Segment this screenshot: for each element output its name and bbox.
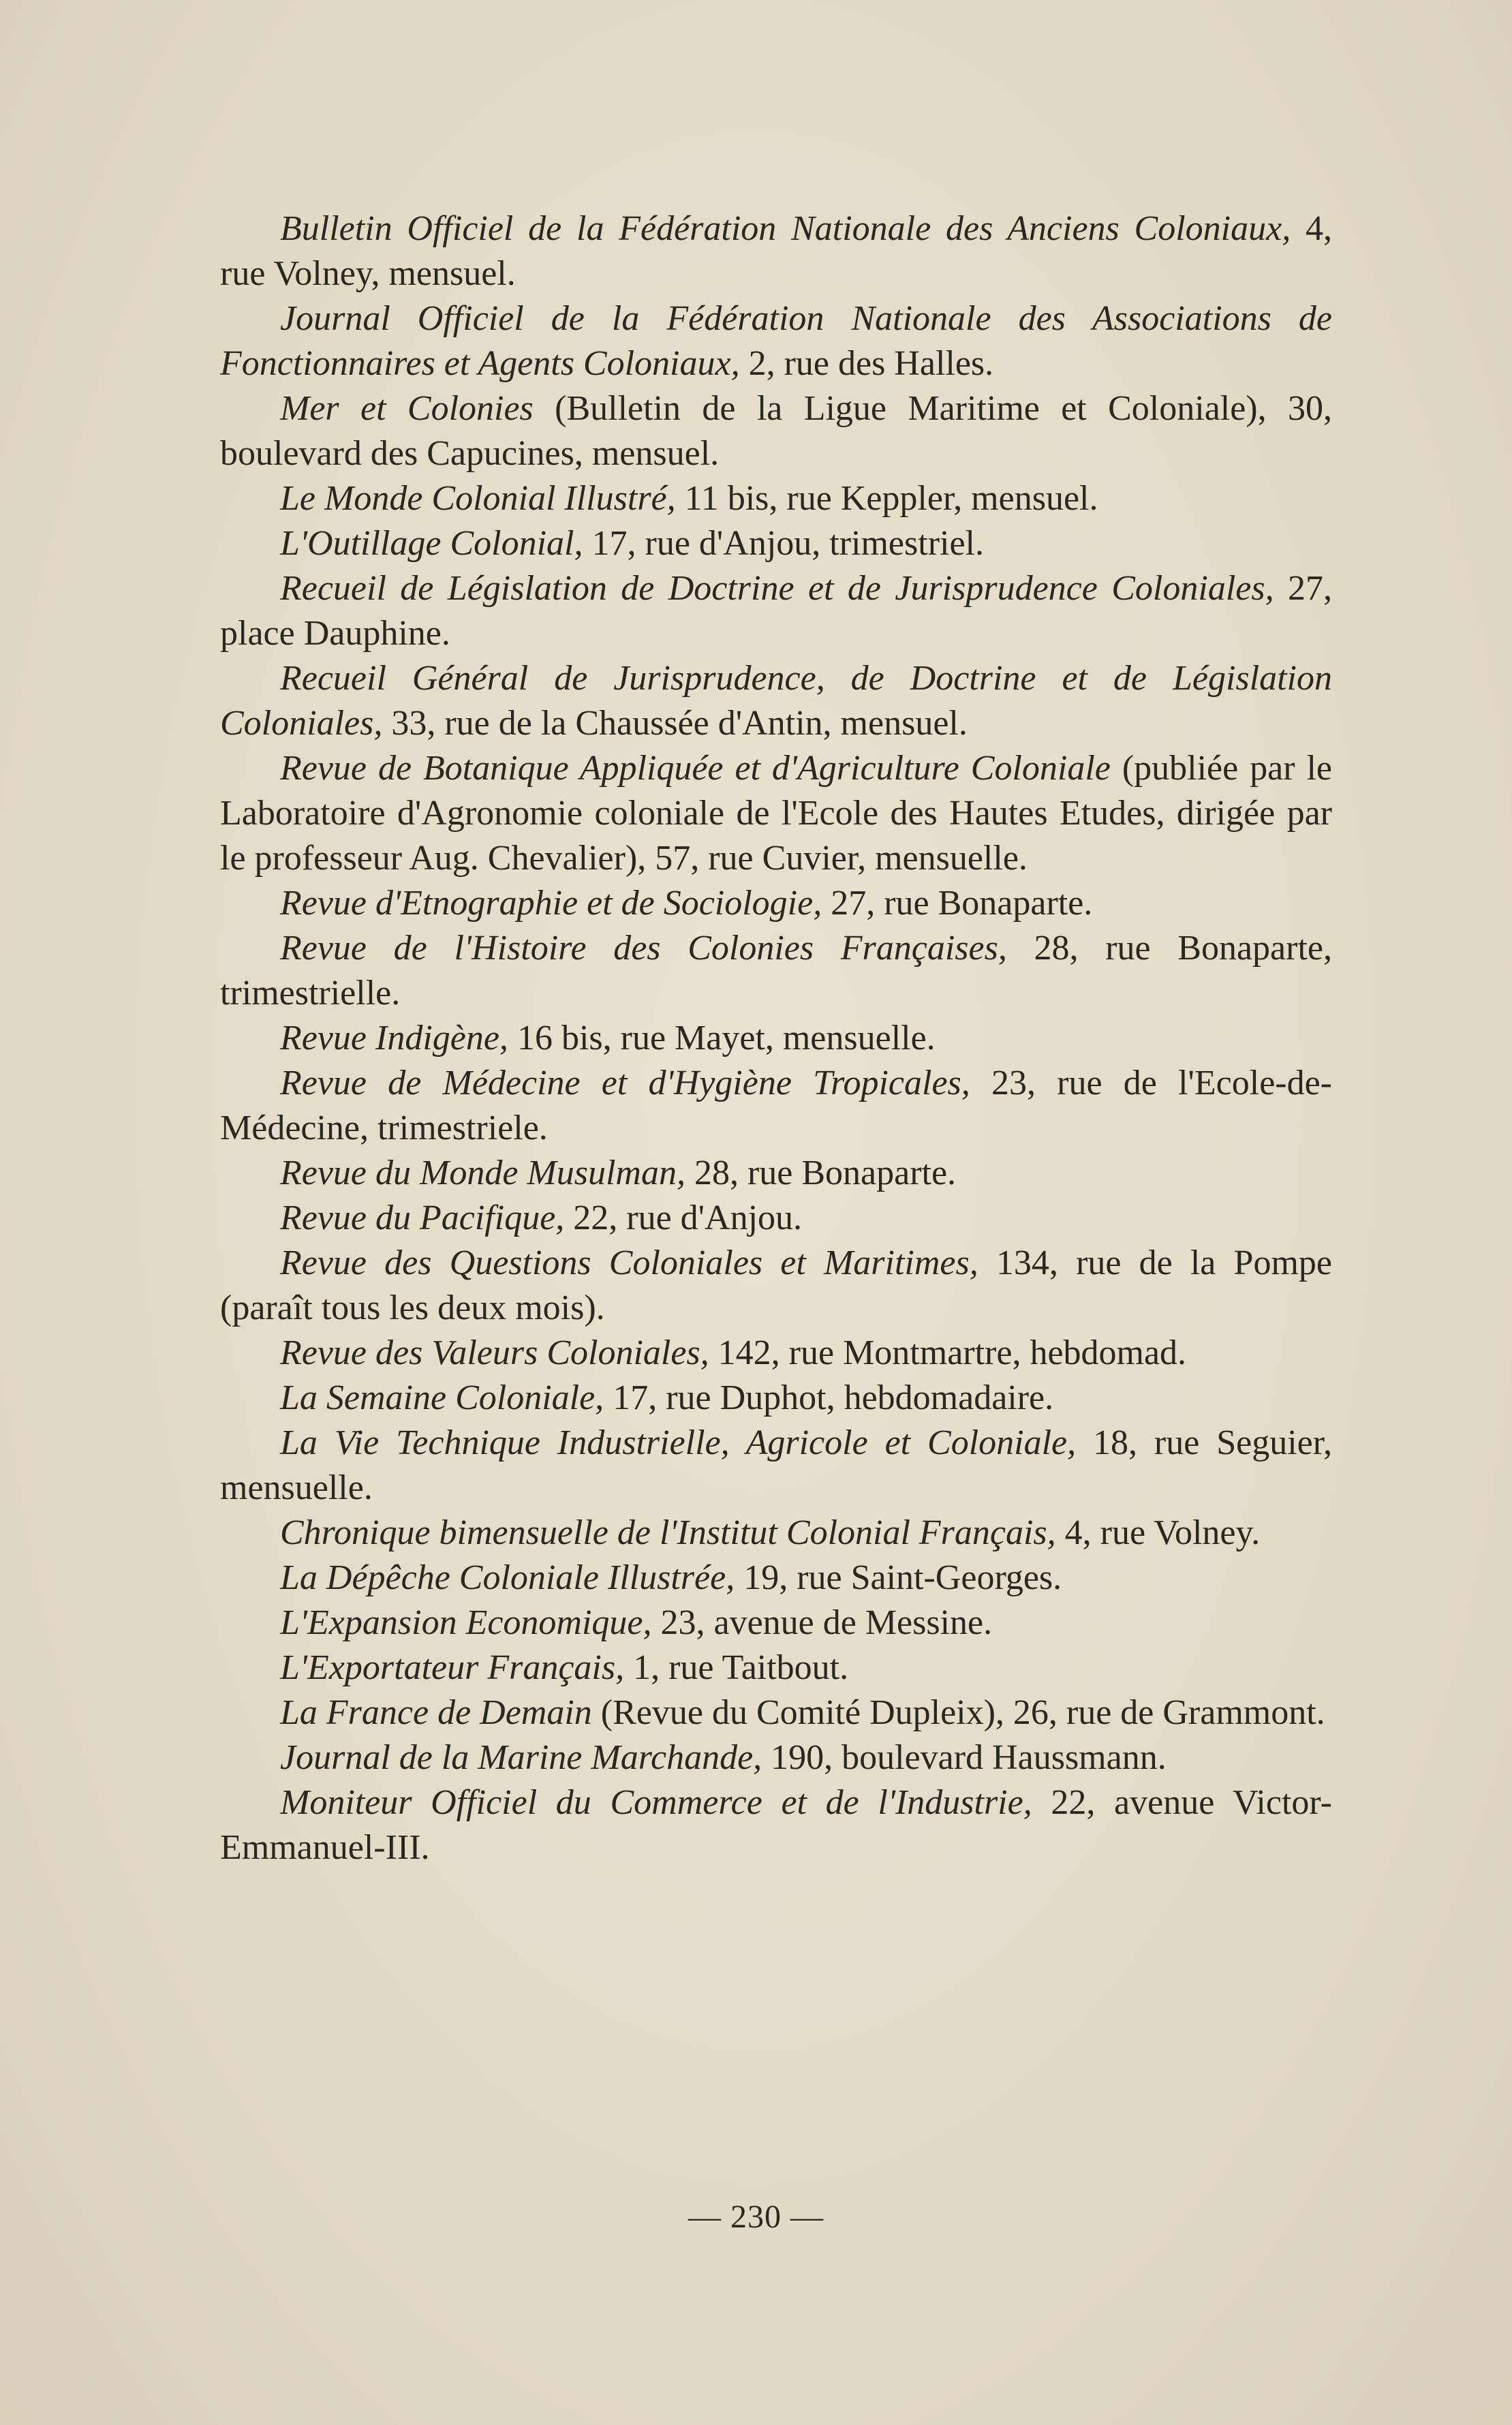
- periodical-title: Revue du Monde Musulman,: [280, 1154, 685, 1192]
- periodical-title: La Dépêche Coloniale Illustrée,: [280, 1558, 735, 1597]
- periodical-title: Revue de Botanique Appliquée et d'Agriculture Coloniale: [280, 749, 1111, 788]
- periodical-details: 2, rue des Halles.: [739, 344, 994, 383]
- list-item: [220, 476, 1332, 521]
- periodical-title: Revue du Pacifique,: [280, 1199, 565, 1237]
- periodical-title: Revue des Valeurs Coloniales,: [280, 1333, 709, 1372]
- periodical-details: 19, rue Saint-Georges.: [735, 1558, 1062, 1597]
- periodical-title: Revue des Questions Coloniales et Maritimes,: [280, 1244, 978, 1282]
- periodical-title: Le Monde Colonial Illustré,: [280, 479, 676, 518]
- periodical-details: 11 bis, rue Keppler, mensuel.: [675, 479, 1098, 518]
- periodical-details: 134, rue de la Pompe (paraît tous les deux mois).: [220, 1244, 1332, 1327]
- list-item: [220, 1151, 1332, 1196]
- periodical-details: (Revue du Comité Dupleix), 26, rue de Grammont.: [591, 1693, 1325, 1732]
- list-item: [220, 1241, 1332, 1331]
- periodical-details: 18, rue Seguier, mensuelle.: [220, 1423, 1332, 1507]
- periodicals-list: [220, 206, 1332, 1870]
- list-item: [220, 296, 1332, 386]
- list-item: [220, 881, 1332, 926]
- periodical-details: 17, rue Duphot, hebdomadaire.: [604, 1378, 1054, 1417]
- periodical-title: Revue Indigène,: [280, 1019, 508, 1057]
- list-item: [220, 1646, 1332, 1690]
- periodical-title: Bulletin Officiel de la Fédération Nationale des Anciens Coloniaux,: [280, 209, 1291, 248]
- periodical-title: Chronique bimensuelle de l'Institut Colonial Français,: [280, 1513, 1056, 1552]
- periodical-details: 22, rue d'Anjou.: [564, 1199, 803, 1237]
- list-item: [220, 656, 1332, 746]
- periodical-title: Revue d'Etnographie et de Sociologie,: [280, 884, 822, 923]
- periodical-title: L'Exportateur Français,: [280, 1648, 625, 1687]
- periodical-title: L'Outillage Colonial,: [280, 524, 583, 563]
- periodical-details: 190, boulevard Haussmann.: [762, 1738, 1167, 1777]
- list-item: [220, 1690, 1332, 1735]
- periodical-details: 23, avenue de Messine.: [651, 1603, 993, 1642]
- list-item: [220, 1735, 1332, 1780]
- list-item: [220, 926, 1332, 1016]
- list-item: [220, 1780, 1332, 1870]
- periodical-details: (Bulletin de la Ligue Maritime et Coloniale), 30, boulevard des Capucines, mensuel.: [220, 389, 1332, 473]
- list-item: [220, 206, 1332, 296]
- periodical-details: 142, rue Montmartre, hebdomad.: [709, 1333, 1187, 1372]
- periodical-details: 1, rue Taitbout.: [624, 1648, 849, 1687]
- list-item: [220, 1331, 1332, 1376]
- list-item: [220, 1421, 1332, 1511]
- periodical-details: 27, place Dauphine.: [220, 569, 1332, 653]
- list-item: [220, 1376, 1332, 1421]
- list-item: [220, 566, 1332, 656]
- periodical-title: Journal de la Marine Marchande,: [280, 1738, 762, 1777]
- periodical-title: Revue de Médecine et d'Hygiène Tropicales,: [280, 1064, 970, 1102]
- periodical-details: 4, rue Volney.: [1055, 1513, 1261, 1552]
- list-item: [220, 1556, 1332, 1601]
- periodical-details: 28, rue Bonaparte, trimestrielle.: [220, 929, 1332, 1013]
- periodical-title: La France de Demain: [280, 1693, 592, 1732]
- list-item: [220, 1061, 1332, 1151]
- periodical-title: Moniteur Officiel du Commerce et de l'Industrie,: [280, 1783, 1032, 1822]
- list-item: [220, 1196, 1332, 1241]
- periodical-title: Mer et Colonies: [280, 389, 534, 428]
- list-item: [220, 1511, 1332, 1556]
- periodical-title: Recueil de Législation de Doctrine et de Jurisprudence Coloniales,: [280, 569, 1274, 608]
- periodical-details: 23, rue de l'Ecole-de-Médecine, trimestriele.: [220, 1064, 1332, 1147]
- list-item: [220, 521, 1332, 566]
- periodical-title: La Semaine Coloniale,: [280, 1378, 604, 1417]
- periodical-details: (publiée par le Laboratoire d'Agronomie coloniale de l'Ecole des Hautes Etudes, dirigée par le professeur Aug. Chevalier), 57, rue Cuvier, mensuelle.: [220, 749, 1332, 878]
- periodical-details: 33, rue de la Chaussée d'Antin, mensuel.: [382, 704, 968, 743]
- periodical-title: Recueil Général de Jurisprudence, de Doctrine et de Législation Coloniales,: [220, 659, 1332, 743]
- page-number: — 230 —: [688, 2199, 824, 2235]
- list-item: [220, 746, 1332, 881]
- list-item: [220, 1016, 1332, 1061]
- list-item: [220, 386, 1332, 476]
- periodical-details: 4, rue Volney, mensuel.: [220, 209, 1333, 293]
- periodical-title: Revue de l'Histoire des Colonies Françaises,: [280, 929, 1007, 968]
- periodical-title: Journal Officiel de la Fédération Nationale des Associations de Fonctionnaires et Agents Coloniaux,: [220, 299, 1332, 383]
- periodical-details: 28, rue Bonaparte.: [685, 1154, 957, 1192]
- periodical-title: L'Expansion Economique,: [280, 1603, 652, 1642]
- periodical-details: 22, avenue Victor-Emmanuel-III.: [220, 1783, 1332, 1867]
- periodical-title: La Vie Technique Industrielle, Agricole et Coloniale,: [280, 1423, 1077, 1462]
- periodical-details: 16 bis, rue Mayet, mensuelle.: [508, 1019, 936, 1057]
- periodical-details: 17, rue d'Anjou, trimestriel.: [583, 524, 984, 563]
- periodical-details: 27, rue Bonaparte.: [822, 884, 1093, 923]
- list-item: [220, 1601, 1332, 1646]
